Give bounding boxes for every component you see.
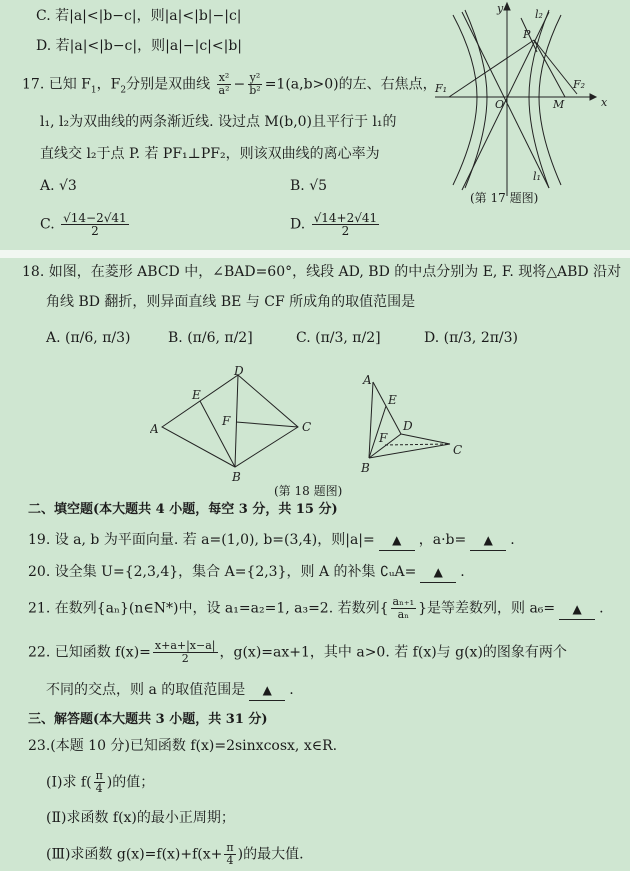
q21-text: 21. 在数列{aₙ}(n∈N*)中，设 a₁=a₂=1, a₃=2. 若数列 — [28, 600, 380, 617]
q17-stem-line2: l₁, l₂为双曲线的两条渐近线. 设过点 M(b,0)且平行于 l₁的 — [40, 114, 397, 130]
hyperbola-x-term: $\frac{\text{x²}}{\text{a²}}$ — [218, 71, 230, 97]
label-D: D — [403, 419, 413, 433]
answer-blank[interactable]: ▲ — [420, 562, 456, 583]
q18-option-b: B. (π/6, π/2] — [168, 330, 253, 346]
q17-text: 17. 已知 F — [22, 76, 91, 93]
label-F2: F₂ — [573, 78, 586, 91]
q20-text: 20. 设全集 U={2,3,4}，集合 A={2,3}，则 A 的补集 ∁ᵤA= — [28, 564, 417, 580]
q18-folded-figure — [355, 372, 475, 477]
q19-text: ，a·b= — [418, 532, 467, 548]
edge-BC — [369, 444, 450, 458]
label-P: P — [523, 28, 531, 41]
q22-text: 22. 已知函数 f(x)= — [28, 644, 151, 661]
answer-blank[interactable]: ▲ — [559, 599, 595, 620]
label-E: E — [192, 388, 201, 402]
y-axis-arrow-icon — [504, 3, 510, 10]
section3-heading: 三、解答题(本大题共 3 小题，共 31 分) — [28, 712, 268, 727]
q23-part1: (Ⅰ)求 f( $\frac{\pi}{4}$ )的值； — [46, 769, 155, 795]
edge-AD — [373, 382, 401, 434]
q17-option-b: B. √5 — [290, 178, 328, 194]
q21: 21. 在数列{aₙ}(n∈N*)中，设 a₁=a₂=1, a₃=2. 若数列{ $\frac{\text{aₙ₊₁}}{\text{aₙ}}$ }是等差数列，则 a₆= ▲ . — [28, 595, 604, 621]
label-A: A — [150, 422, 159, 436]
label-B: B — [361, 461, 370, 475]
label-E: E — [388, 393, 397, 407]
answer-blank[interactable]: ▲ — [249, 680, 285, 701]
q22-line2: 不同的交点，则 a 的取值范围是 ▲ . — [46, 680, 294, 701]
segment-CF — [236, 422, 298, 427]
q18-stem-line2: 角线 BD 翻折，则异面直线 BE 与 CF 所成角的取值范围是 — [46, 294, 416, 310]
q23-part2: (Ⅱ)求函数 f(x)的最小正周期； — [46, 810, 235, 826]
q18-option-c: C. (π/3, π/2] — [296, 330, 381, 346]
q19: 19. 设 a, b 为平面向量. 若 a=(1,0), b=(3,4)，则|a|= ▲ ，a·b= ▲ . — [28, 530, 515, 551]
q22-line1: 22. 已知函数 f(x)= $\frac{x+a+|x-a|}{2}$ ，g(x)=ax+1，其中 a>0. 若 f(x)与 g(x)的图象有两个 — [28, 639, 567, 665]
section2-heading: 二、填空题(本大题共 4 小题，每空 3 分，共 15 分) — [28, 502, 338, 517]
q17-text: =1(a,b>0)的左、右焦点， — [264, 76, 437, 93]
label-O: O — [495, 98, 505, 111]
q23-stem: 23.(本题 10 分)已知函数 f(x)=2sinxcosx, x∈R. — [28, 738, 338, 754]
answer-blank[interactable]: ▲ — [379, 530, 415, 551]
q17-option-d: D. $\frac{√14+2√41}{2}$ — [290, 211, 378, 238]
q17-text: ，F — [96, 76, 121, 93]
q17-stem-line3: 直线交 l₂于点 P. 若 PF₁⊥PF₂，则该双曲线的离心率为 — [40, 146, 380, 162]
hyperbola-left-branch-outer — [453, 15, 477, 185]
label-l1: l₁ — [533, 170, 541, 183]
q23-part3: (Ⅲ)求函数 g(x)=f(x)+f(x+ $\frac{\pi}{4}$ )的最大值. — [46, 841, 304, 867]
label-F1: F₁ — [435, 82, 448, 95]
segment-CF — [385, 444, 450, 445]
label-F: F — [222, 414, 231, 428]
label-y: y — [497, 2, 504, 15]
q17-caption: (第 17 题图) — [470, 191, 539, 205]
x-axis-arrow-icon — [590, 94, 596, 100]
answer-blank[interactable]: ▲ — [470, 530, 506, 551]
q19-text: 19. 设 a, b 为平面向量. 若 a=(1,0), b=(3,4)，则|a|= — [28, 532, 375, 548]
q16-option-d: D. 若|a|<|b−c|，则|a|−|c|<|b| — [36, 38, 243, 54]
label-A: A — [363, 373, 372, 387]
section-divider — [0, 250, 630, 258]
q20: 20. 设全集 U={2,3,4}，集合 A={2,3}，则 A 的补集 ∁ᵤA= ▲ . — [28, 562, 465, 583]
q17-option-a: A. √3 — [40, 178, 77, 194]
label-C: C — [302, 420, 312, 434]
q16-option-c: C. 若|a|<|b−c|，则|a|<|b|−|c| — [36, 8, 242, 24]
q17-hyperbola-figure — [425, 0, 625, 205]
segment-PM — [534, 40, 565, 97]
label-B: B — [232, 470, 241, 484]
hyperbola-y-term: $\frac{\text{y²}}{\text{b²}}$ — [249, 71, 261, 97]
label-C: C — [453, 443, 463, 457]
label-l2: l₂ — [535, 8, 543, 21]
q18-option-a: A. (π/6, π/3) — [46, 330, 131, 346]
q18-rhombus-figure — [150, 365, 325, 485]
q17-option-c: C. $\frac{√14-2√41}{2}$ — [40, 211, 127, 238]
label-D: D — [234, 365, 244, 378]
diagonal-BD — [235, 375, 238, 467]
edge-DC — [401, 434, 450, 444]
q18-stem-line1: 18. 如图，在菱形 ABCD 中，∠BAD=60°，线段 AD, BD 的中点分别为 E, F. 现将△ABD 沿对 — [22, 264, 622, 280]
segment-PF2 — [534, 40, 577, 94]
q22-text: ，g(x)=ax+1，其中 a>0. 若 f(x)与 g(x)的图象有两个 — [219, 644, 567, 661]
q17-stem-line1: 17. 已知 $F_1$，$F_2$分别是双曲线 $\frac{\text{x²}}{\text{a²}}$ − $\frac{\text{y²}}{\text{b²}}$ =1(a,b>0)的左、右焦点， — [22, 71, 437, 97]
q18-option-d: D. (π/3, 2π/3) — [424, 330, 519, 346]
label-x: x — [601, 96, 608, 109]
q17-text: 分别是双曲线 — [126, 76, 211, 93]
label-M: M — [553, 98, 565, 111]
q18-caption: (第 18 题图) — [274, 484, 343, 498]
label-F: F — [379, 431, 388, 445]
q21-text: 是等差数列，则 a₆= — [427, 600, 556, 617]
